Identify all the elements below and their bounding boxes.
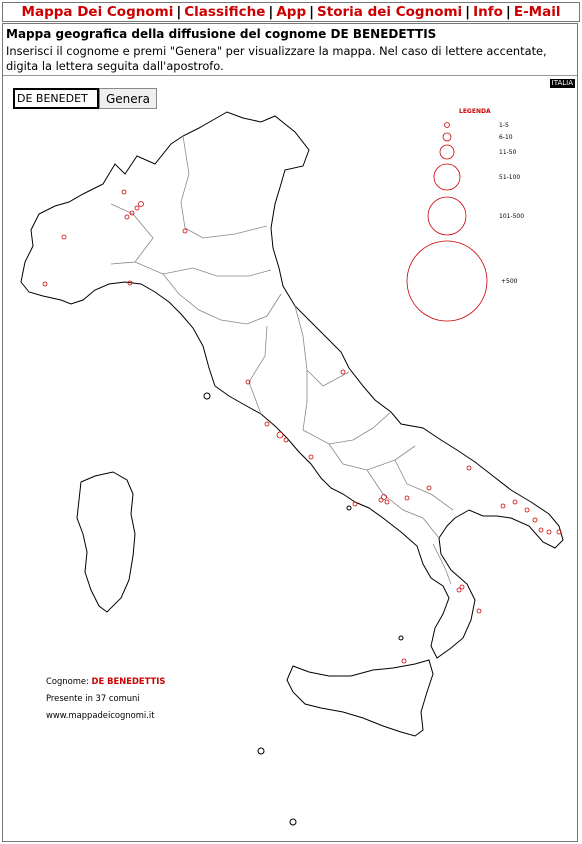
mainland-outline (21, 112, 563, 658)
occurrence-marker (43, 282, 47, 286)
occurrence-marker (533, 518, 537, 522)
occurrence-marker (385, 500, 389, 504)
nav-link-classifiche[interactable]: Classifiche (184, 4, 266, 20)
nav-separator: | (176, 4, 182, 20)
sicily-outline (287, 660, 433, 736)
legend-circle-500plus (407, 241, 487, 321)
nav-link-mappa[interactable]: Mappa Dei Cognomi (21, 4, 174, 20)
page-title: Mappa geografica della diffusione del cognome DE BENEDETTIS (6, 27, 437, 41)
nav-separator: | (505, 4, 511, 20)
map-credit (46, 673, 165, 724)
occurrence-marker (353, 502, 357, 506)
legend-circle-51-100 (434, 164, 460, 190)
pantelleria-island (258, 748, 264, 754)
nav-link-info[interactable]: Info (473, 4, 503, 20)
nav-link-app[interactable]: App (276, 4, 307, 20)
top-navigation (2, 2, 580, 22)
occurrence-marker (501, 504, 505, 508)
occurrence-marker (183, 229, 187, 233)
nav-link-email[interactable]: E-Mail (513, 4, 561, 20)
nav-link-storia[interactable]: Storia dei Cognomi (317, 4, 463, 20)
occurrence-marker (265, 422, 269, 426)
legend-label: 101-500 (499, 213, 525, 220)
occurrence-marker (135, 206, 139, 210)
surname-label: Cognome: (46, 676, 89, 686)
occurrence-marker (122, 190, 126, 194)
surname-markers (43, 190, 561, 663)
occurrence-marker (284, 438, 288, 442)
legend-label: 11-50 (499, 149, 517, 156)
legend-label: 1-5 (499, 122, 509, 129)
legend-label: 6-10 (499, 134, 513, 141)
occurrence-marker (460, 585, 464, 589)
occurrence-marker (467, 466, 471, 470)
occurrence-marker (539, 528, 543, 532)
surname-value: DE BENEDETTIS (91, 676, 166, 686)
surname-line (46, 673, 165, 690)
occurrence-marker (405, 496, 409, 500)
legend-circle-1-5 (445, 123, 450, 128)
occurrence-marker (477, 609, 481, 613)
occurrence-marker (277, 432, 283, 438)
instructions-text: Inserisci il cognome e premi "Genera" per visualizzare la mappa. Nel caso di lettere accentate, digita la lettera seguita dall'apostrofo. (6, 44, 547, 73)
legend-circle-11-50 (440, 145, 454, 159)
genera-button[interactable]: Genera (99, 88, 157, 109)
occurrence-marker (341, 370, 345, 374)
occurrence-marker (427, 486, 431, 490)
capri-island (347, 506, 351, 510)
occurrence-marker (125, 215, 129, 219)
occurrence-marker (402, 659, 406, 663)
map-region-tag: ITALIA (551, 79, 573, 87)
lampedusa-island (290, 819, 296, 825)
presence-text: Presente in 37 comuni (46, 693, 140, 703)
region-borders (111, 136, 453, 584)
occurrence-marker (525, 508, 529, 512)
occurrence-marker (62, 235, 66, 239)
legend-circle-6-10 (443, 133, 451, 141)
italy-map (3, 76, 577, 841)
occurrence-marker (139, 202, 144, 207)
legend-title: LEGENDA (459, 108, 491, 115)
occurrence-marker (513, 500, 517, 504)
lipari-island (399, 636, 403, 640)
nav-separator: | (268, 4, 274, 20)
occurrence-marker (547, 530, 551, 534)
legend-label: 51-100 (499, 174, 521, 181)
website-text: www.mappadeicognomi.it (46, 710, 155, 720)
map-legend (407, 108, 524, 321)
sardinia-outline (77, 472, 135, 612)
legend-label: +500 (501, 278, 518, 285)
elba-island (204, 393, 210, 399)
nav-separator: | (465, 4, 471, 20)
legend-circle-101-500 (428, 197, 466, 235)
occurrence-marker (309, 455, 313, 459)
main-panel (2, 23, 578, 842)
nav-separator: | (309, 4, 315, 20)
